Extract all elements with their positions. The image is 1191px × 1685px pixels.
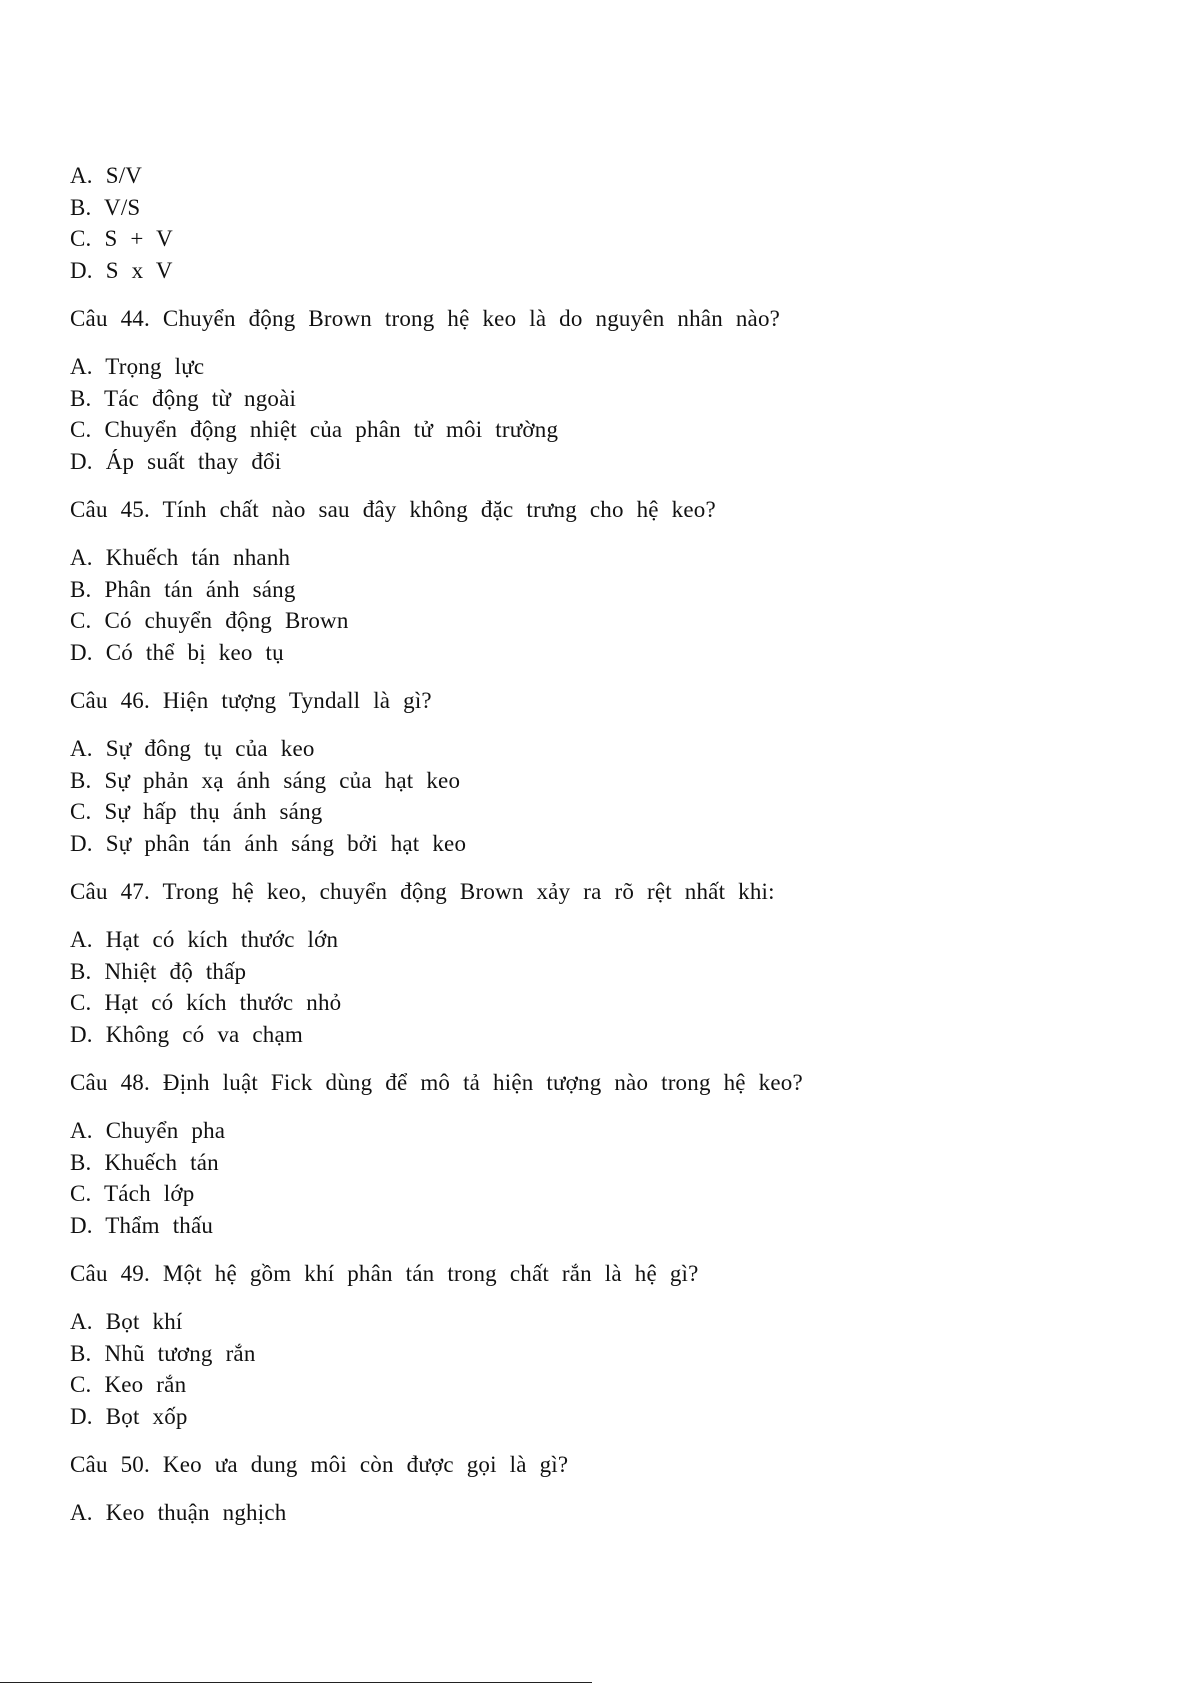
answer-option: D. Sự phân tán ánh sáng bởi hạt keo: [70, 830, 467, 856]
question-text: Câu 44. Chuyển động Brown trong hệ keo là do nguyên nhân nào?: [70, 306, 781, 331]
answer-option: B. Nhiệt độ thấp: [70, 958, 247, 984]
answer-option: B. Nhũ tương rắn: [70, 1340, 256, 1366]
question-block: [70, 1067, 1131, 1241]
answer-option: A. Chuyển pha: [70, 1118, 226, 1143]
answer-option: B. Phân tán ánh sáng: [70, 576, 296, 602]
answer-options-group: [70, 160, 1131, 286]
answer-option: B. Sự phản xạ ánh sáng của hạt keo: [70, 767, 461, 793]
answer-option: A. S/V: [70, 163, 143, 188]
answer-option: C. Hạt có kích thước nhỏ: [70, 990, 342, 1015]
footer-divider: [0, 1682, 592, 1683]
answer-option: A. Trọng lực: [70, 354, 205, 379]
question-block: [70, 685, 1131, 859]
answer-option: D. Thẩm thấu: [70, 1212, 214, 1238]
answer-option: D. Không có va chạm: [70, 1021, 303, 1047]
answer-option: C. Có chuyển động Brown: [70, 608, 349, 633]
question-block: [70, 1449, 1131, 1529]
question-block: [70, 1258, 1131, 1432]
question-text: Câu 45. Tính chất nào sau đây không đặc trưng cho hệ keo?: [70, 497, 716, 522]
answer-option: A. Hạt có kích thước lớn: [70, 927, 339, 952]
answer-option: D. Có thể bị keo tụ: [70, 639, 284, 665]
answer-option: B. V/S: [70, 194, 141, 220]
question-text: Câu 46. Hiện tượng Tyndall là gì?: [70, 688, 432, 713]
question-block: [70, 303, 1131, 477]
question-block: [70, 876, 1131, 1050]
document-page: [70, 160, 1131, 1529]
answer-option: C. S + V: [70, 226, 173, 251]
answer-option: D. Bọt xốp: [70, 1403, 188, 1429]
question-text: Câu 50. Keo ưa dung môi còn được gọi là gì?: [70, 1452, 569, 1477]
answer-option: C. Tách lớp: [70, 1181, 195, 1206]
answer-option: A. Keo thuận nghịch: [70, 1500, 287, 1525]
question-text: Câu 49. Một hệ gồm khí phân tán trong chất rắn là hệ gì?: [70, 1261, 699, 1286]
answer-option: A. Bọt khí: [70, 1309, 183, 1334]
answer-option: B. Tác động từ ngoài: [70, 385, 297, 411]
answer-option: B. Khuếch tán: [70, 1149, 219, 1175]
answer-option: D. Áp suất thay đổi: [70, 448, 282, 474]
question-block: [70, 494, 1131, 668]
answer-option: A. Khuếch tán nhanh: [70, 545, 291, 570]
answer-option: D. S x V: [70, 257, 173, 283]
answer-option: C. Chuyển động nhiệt của phân tử môi trường: [70, 417, 559, 442]
answer-option: C. Sự hấp thụ ánh sáng: [70, 799, 323, 824]
question-text: Câu 47. Trong hệ keo, chuyển động Brown xảy ra rõ rệt nhất khi:: [70, 879, 775, 904]
question-text: Câu 48. Định luật Fick dùng để mô tả hiện tượng nào trong hệ keo?: [70, 1070, 803, 1095]
answer-option: C. Keo rắn: [70, 1372, 187, 1397]
answer-option: A. Sự đông tụ của keo: [70, 736, 315, 761]
